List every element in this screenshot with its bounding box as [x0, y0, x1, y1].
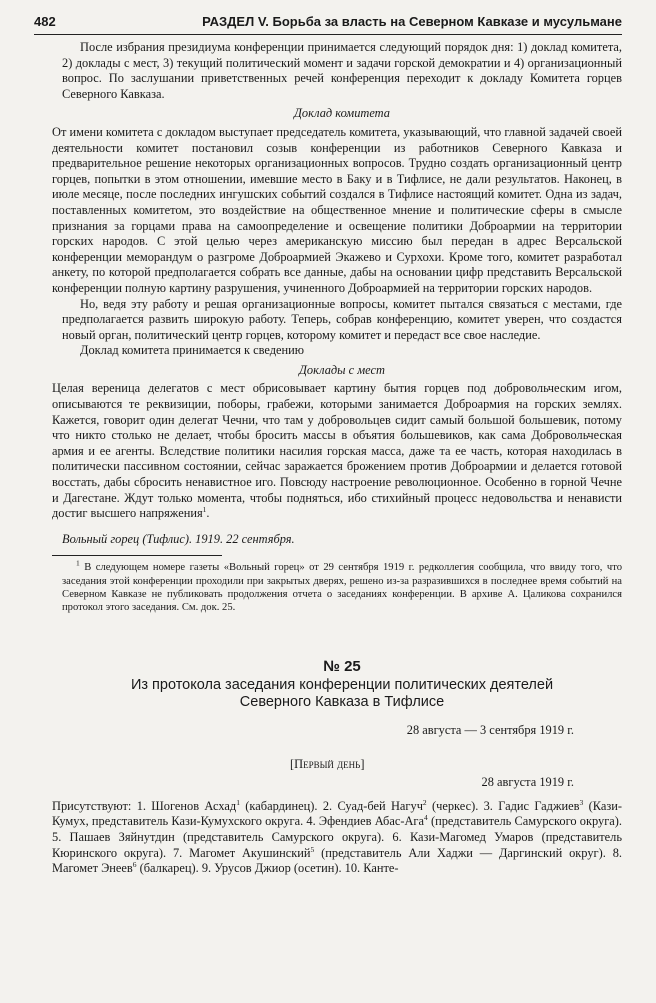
attendee-2-note: 2: [422, 797, 427, 807]
attendee-7: 7. Магомет Акушинский: [172, 845, 311, 860]
source-citation: Вольный горец (Тифлис). 1919. 22 сентября.: [62, 531, 295, 546]
attendee-8-rest: (балкарец). 9. Урусов Джиор (осетин). 10. Канте-: [136, 861, 399, 876]
document-number: № 25: [323, 658, 361, 676]
document-title: [62, 677, 622, 710]
footnote-marker: 1: [76, 558, 80, 568]
document-title-line-1: Из протокола заседания конференции политических деятелей: [130, 677, 554, 694]
attendee-7-rest: (представитель Али Хаджи — Даргинский округ).: [314, 845, 613, 860]
attendee-2-rest: (черкес).: [426, 798, 484, 813]
attendee-3-note: 3: [579, 797, 584, 807]
attendee-8: 8. Магомет Энеев: [52, 845, 622, 876]
attendee-3-rest: (Кази-Кумух, представитель Кази-Кумухского округа.: [52, 798, 622, 829]
page-number: 482: [34, 14, 56, 29]
day-heading-block: [62, 751, 622, 791]
local-reports-text: Целая вереница делегатов с мест обрисовывает картину бытия горцев под добровольческим игом, описываются те реквизиции, поборы, грабежи, которыми занимается Доброармия на горских землях. Кажется, говорит один делегат Чечни, что там у добровольцев сидит самый большой большевик, потому что никто столько не делает, чтобы бросить массы в объятия большевиков, как сама Добровольческая армия и ее агенты. Вследствие политики насилия горская масса, даже та ее часть, которая находилась в политически пассивном состоянии, сейчас заражается брожением против Доброармии и делается готовой восстать, дабы сбросить ненавистное иго. Повсюду настроение революционное. Особенно в горной Чечне и Дагестане. Ждут только момента, чтобы подняться, ибо стихийный процесс недовольства и ненависти достиг высшего напряжения: [52, 381, 622, 521]
attendee-1-rest: (кабардинец).: [239, 798, 323, 813]
attendees-paragraph: [52, 799, 622, 877]
document-date-range: 28 августа — 3 сентября 1919 г.: [406, 723, 574, 738]
committee-report-paragraph-2: Но, ведя эту работу и решая организационные вопросы, комитет пытался связаться с местами, где предполагается развить широкую работу. Теперь, собрав конференцию, комитет уверен, что создастся новый орган, политический центр горцев, которому комитет и передаст все свое наследие.: [62, 296, 622, 342]
attendee-4-note: 4: [424, 813, 428, 823]
footnote-reference: 1: [202, 505, 207, 515]
intro-paragraph: После избрания президиума конференции принимается следующий порядок дня: 1) доклад комитета, 2) доклады с мест, 3) текущий политический момент и задачи горской демократии и 4) организационный вопрос. По заслушании приветственных речей конференция переходит к докладу Комитета горцев Северного Кавказа.: [62, 40, 622, 101]
running-header: [34, 12, 622, 35]
footnote-divider: [52, 555, 222, 556]
attendee-1-note: 1: [236, 797, 240, 807]
subheading-committee-report: Доклад комитета: [294, 106, 390, 121]
committee-report-paragraph-1: От имени комитета с докладом выступает председатель комитета, указывающий, что главной задачей своей деятельности комитет постановил созыв конференции из работников Северного Кавказа и предварительное решение некоторых организационных вопросов. Трудно создать организационный центр горцев, попытки в этом отношении, имевшие место в Баку и в Тифлисе, не дали результатов. Наконец, в июле месяце, после последних ингушских событий создался в Тифлисе настоящий комитет. Одна из задач, поставленных комитетом, это воздействие на общественное мнение и политические сферы в смысле признания за горцами права на самоопределение и освещение политики Доброармии на территории горских народов. С этой целью через американскую миссию был передан в адрес Версальской конференции меморандум о разгроме Доброармией Экажево и Сурхохи. Кроме того, комитет разработал анкету, по которой предполагается собрать все данные, дабы на основании цифр представить Версальской конференции полную картину разрушения, учиненного Доброармией на территории горских народов.: [52, 124, 622, 295]
footnote: [62, 558, 622, 614]
page-body: [52, 40, 623, 877]
attendee-1: 1. Шогенов Асхад: [136, 798, 237, 813]
section-title: РАЗДЕЛ V. Борьба за власть на Северном Кавказе и мусульмане: [202, 14, 622, 29]
attendee-4-rest: (представитель Самурского округа). 5. Пашаев Зяйнутдин (представитель Самурского округа). 6. Кази-Магомед Умаров (представитель Кюринского округа).: [52, 814, 623, 860]
attendee-7-note: 5: [310, 844, 315, 854]
attendees-lead: Присутствуют:: [52, 798, 137, 813]
committee-report-paragraph-3: Доклад комитета принимается к сведению: [80, 343, 305, 358]
document-title-line-2: Северного Кавказа в Тифлисе: [239, 693, 445, 710]
day-date: 28 августа 1919 г.: [481, 774, 574, 789]
attendee-4: 4. Эфендиев Абас-Ага: [306, 814, 424, 829]
attendee-3: 3. Гадис Гаджиев: [483, 798, 580, 813]
attendee-2: 2. Суад-бей Нагуч: [322, 798, 423, 813]
day-heading: [Первый день]: [290, 756, 365, 771]
local-reports-paragraph: Целая вереница делегатов с мест обрисовывает картину бытия горцев под добровольческим игом, описываются те реквизиции, поборы, грабежи, которыми занимается Доброармия на горских землях. Кажется, говорит один делегат Чечни, что там у добровольцев сидит самый большой большевик, потому что никто столько не делает, чтобы бросить массы в объятия большевиков, как сама Добровольческая армия и ее агенты. Вследствие политики насилия горская масса, даже та ее часть, которая находилась в политически пассивном состоянии, сейчас заражается брожением против Доброармии и делается готовой восстать, дабы сбросить ненавистное иго. Повсюду настроение революционное. Особенно в горной Чечне и Дагестане. Ждут только момента, чтобы подняться, ибо стихийный процесс недовольства и ненависти достиг высшего напряжения$^1$.: [52, 381, 622, 521]
footnote-text: В следующем номере газеты «Вольный горец» от 29 сентября 1919 г. редколлегия сообщила, что ввиду того, что заседания этой конференции проходили при закрытых дверях, решено из-за разразившихся в последнее время событий на Северном Кавказе не публиковать продолжения отчета о заседаниях конференции. В архиве А. Цаликова сохранился протокол этого заседания. См. док. 25.: [62, 562, 622, 614]
attendee-8-note: 6: [132, 860, 137, 870]
subheading-local-reports: Доклады с мест: [299, 362, 385, 377]
